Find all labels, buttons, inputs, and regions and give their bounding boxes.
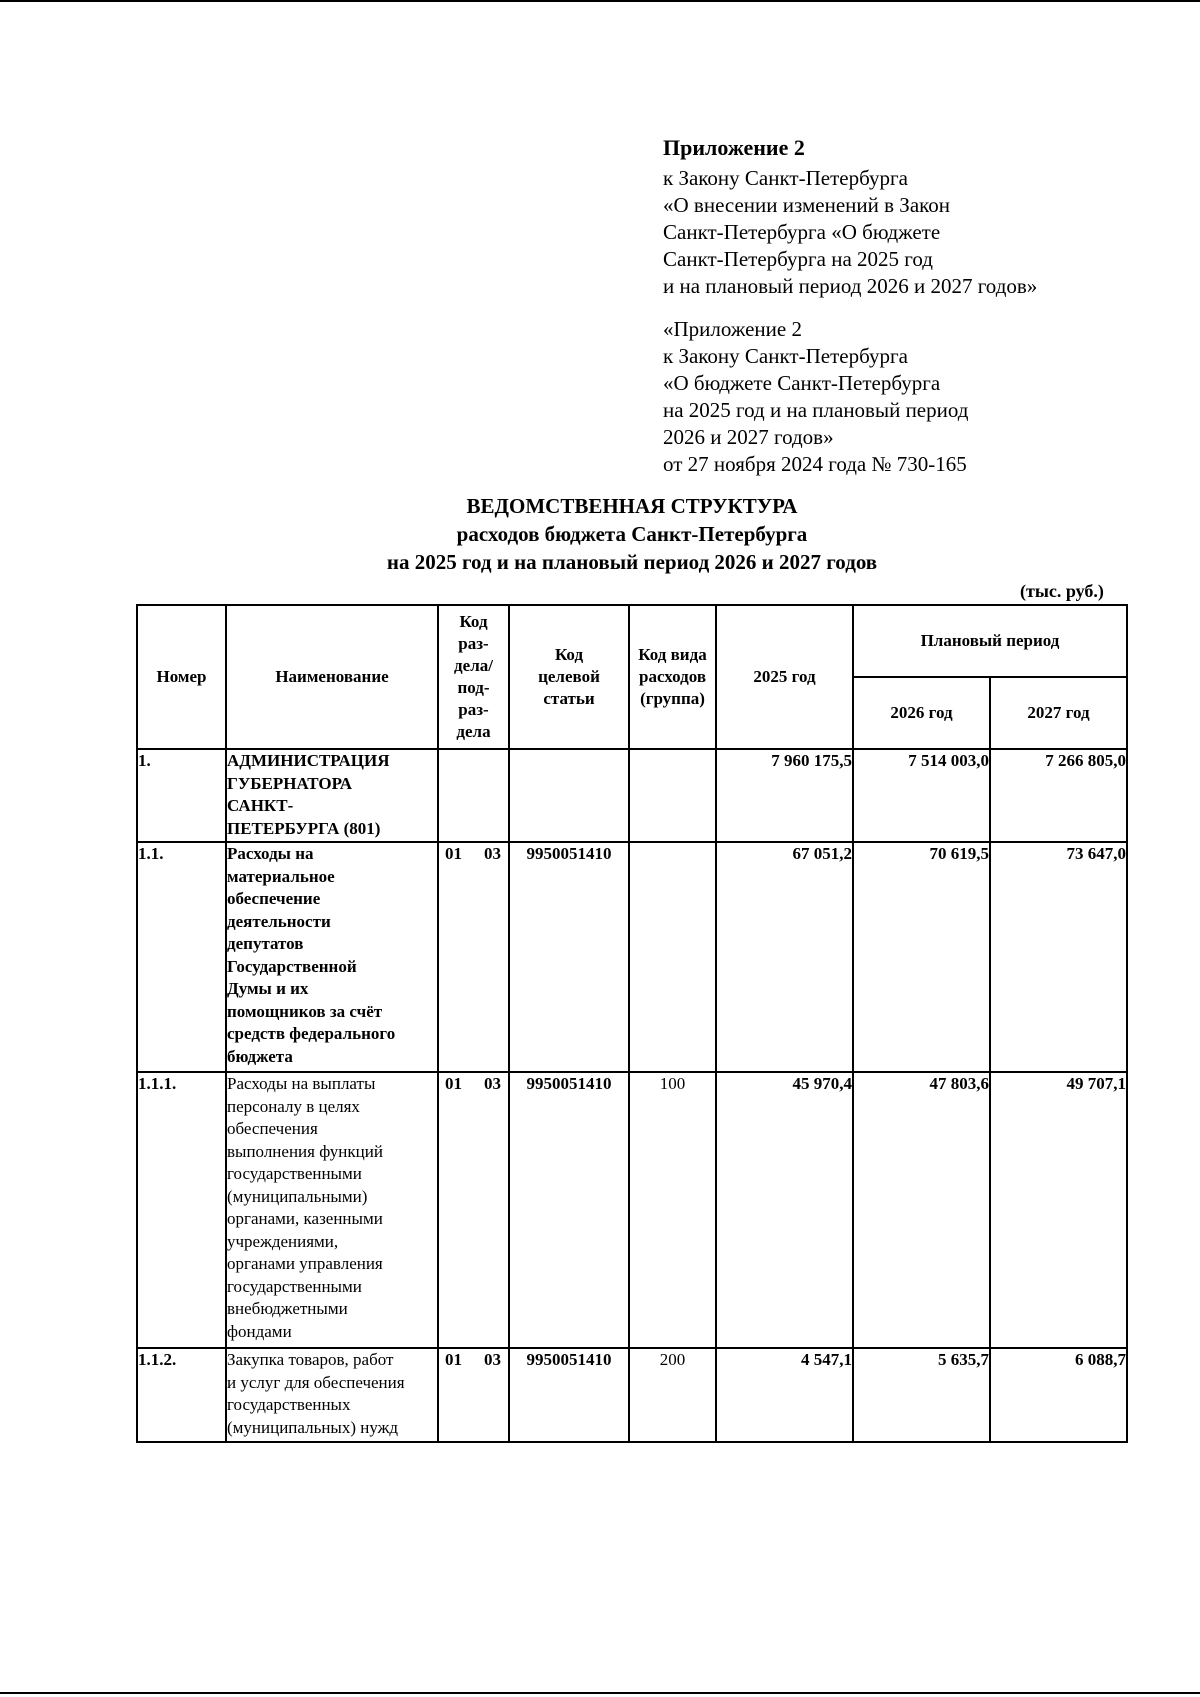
header-line: целевой — [538, 667, 600, 686]
header-line: Код вида — [638, 645, 707, 664]
appendix-line: Санкт-Петербурга на 2025 год — [663, 247, 933, 271]
row-target-code: 9950051410 — [509, 1348, 629, 1442]
name-line: выполнения функций — [227, 1141, 383, 1161]
row-target-code: 9950051410 — [509, 842, 629, 1072]
title-line-3: на 2025 год и на плановый период 2026 и 2027 годов — [386, 550, 878, 574]
row-expense-group: 100 — [629, 1072, 716, 1348]
appendix-line: «Приложение 2 — [663, 317, 802, 341]
row-name — [226, 842, 438, 1072]
name-line: Расходы на выплаты — [227, 1074, 376, 1093]
appendix-line: к Закону Санкт-Петербурга — [663, 166, 908, 190]
row-value-2025: 7 960 175,5 — [716, 749, 853, 842]
name-line: ГУБЕРНАТОРА — [227, 773, 353, 793]
section-code: 01 — [445, 1074, 462, 1093]
name-line: внебюджетными — [227, 1299, 348, 1318]
header-target-code — [509, 605, 629, 749]
row-value-2027: 7 266 805,0 — [990, 749, 1127, 842]
header-section-code — [438, 605, 509, 749]
header-planned-period: Плановый период — [853, 605, 1127, 677]
name-line: материальное — [227, 866, 335, 886]
row-number: 1. — [137, 749, 226, 842]
name-line: средств федерального — [227, 1024, 396, 1043]
name-line: органами, казенными — [227, 1209, 383, 1228]
row-value-2026: 5 635,7 — [853, 1348, 990, 1442]
name-line: бюджета — [227, 1046, 293, 1066]
name-line: Государственной — [227, 956, 357, 976]
row-section-code — [438, 1348, 509, 1442]
row-section-code — [438, 749, 509, 842]
name-line: персоналу в целях — [227, 1096, 360, 1116]
table-row — [137, 1348, 1127, 1442]
row-name — [226, 1348, 438, 1442]
header-name: Наименование — [226, 605, 438, 749]
name-line: АДМИНИСТРАЦИЯ — [227, 751, 390, 770]
subsection-code: 03 — [484, 1074, 501, 1093]
name-line: (муниципальными) — [227, 1186, 368, 1206]
name-line: государственных — [227, 1395, 351, 1414]
row-value-2025: 67 051,2 — [716, 842, 853, 1072]
appendix-line: «О внесении изменений в Закон — [663, 193, 951, 217]
header-line: дела — [456, 722, 491, 741]
appendix-line: и на плановый период 2026 и 2027 годов» — [663, 274, 1038, 298]
row-expense-group: 200 — [629, 1348, 716, 1442]
header-line: дела/ — [454, 656, 493, 675]
header-2025: 2025 год — [716, 605, 853, 749]
subsection-code: 03 — [484, 844, 501, 863]
name-line: государственными — [227, 1164, 362, 1183]
row-value-2027: 6 088,7 — [990, 1348, 1127, 1442]
row-value-2026: 47 803,6 — [853, 1072, 990, 1348]
header-number: Номер — [137, 605, 226, 749]
row-number: 1.1.2. — [137, 1348, 226, 1442]
units-label: (тыс. руб.) — [1020, 581, 1104, 601]
title-line-2: расходов бюджета Санкт-Петербурга — [456, 522, 808, 546]
section-code: 01 — [445, 844, 462, 863]
header-2026: 2026 год — [853, 677, 990, 749]
appendix-original-note — [663, 316, 1183, 478]
header-line: Код — [554, 645, 584, 664]
header-line: Код — [459, 612, 488, 631]
row-expense-group — [629, 842, 716, 1072]
title-line-1: ВЕДОМСТВЕННАЯ СТРУКТУРА — [466, 494, 798, 518]
table-row — [137, 842, 1127, 1072]
header-line: статьи — [543, 689, 595, 708]
page-bottom-edge — [0, 1692, 1200, 1694]
row-name — [226, 749, 438, 842]
header-line: раз- — [458, 634, 489, 653]
row-value-2025: 45 970,4 — [716, 1072, 853, 1348]
row-number: 1.1. — [137, 842, 226, 1072]
name-line: обеспечение — [227, 889, 321, 908]
name-line: ПЕТЕРБУРГА (801) — [227, 818, 381, 838]
appendix-line: на 2025 год и на плановый период — [663, 398, 969, 422]
name-line: учреждениями, — [227, 1231, 339, 1251]
appendix-line: 2026 и 2027 годов» — [663, 425, 834, 449]
subsection-code: 03 — [484, 1350, 501, 1369]
row-number: 1.1.1. — [137, 1072, 226, 1348]
appendix-line: от 27 ноября 2024 года № 730-165 — [663, 452, 967, 476]
header-expense-type — [629, 605, 716, 749]
name-line: органами управления — [227, 1254, 383, 1273]
header-2027: 2027 год — [990, 677, 1127, 749]
header-line: раз- — [458, 700, 489, 719]
table-row — [137, 1072, 1127, 1348]
document-title — [0, 492, 1200, 576]
row-name — [226, 1072, 438, 1348]
header-line: расходов — [639, 667, 706, 686]
row-target-code: 9950051410 — [509, 1072, 629, 1348]
name-line: (муниципальных) нужд — [227, 1417, 399, 1437]
row-value-2026: 7 514 003,0 — [853, 749, 990, 842]
row-section-code — [438, 842, 509, 1072]
header-line: (группа) — [640, 689, 705, 708]
section-code: 01 — [445, 1350, 462, 1369]
name-line: Расходы на — [227, 844, 314, 863]
name-line: деятельности — [227, 911, 331, 931]
name-line: помощников за счёт — [227, 1001, 383, 1021]
budget-table — [136, 604, 1128, 1443]
row-value-2025: 4 547,1 — [716, 1348, 853, 1442]
row-expense-group — [629, 749, 716, 842]
row-value-2027: 49 707,1 — [990, 1072, 1127, 1348]
appendix-heading: Приложение 2 — [663, 135, 805, 160]
appendix-amendment-note — [663, 134, 1183, 300]
name-line: и услуг для обеспечения — [227, 1372, 405, 1392]
row-target-code — [509, 749, 629, 842]
row-value-2026: 70 619,5 — [853, 842, 990, 1072]
page-top-edge — [0, 0, 1200, 2]
name-line: Думы и их — [227, 979, 309, 998]
name-line: фондами — [227, 1321, 292, 1341]
name-line: государственными — [227, 1276, 362, 1296]
header-line: под- — [457, 678, 490, 697]
appendix-line: «О бюджете Санкт-Петербурга — [663, 371, 941, 395]
table-row — [137, 749, 1127, 842]
name-line: Закупка товаров, работ — [227, 1350, 394, 1369]
name-line: депутатов — [227, 934, 304, 953]
name-line: САНКТ- — [227, 796, 294, 815]
appendix-line: к Закону Санкт-Петербурга — [663, 344, 908, 368]
row-section-code — [438, 1072, 509, 1348]
appendix-line: Санкт-Петербурга «О бюджете — [663, 220, 941, 244]
row-value-2027: 73 647,0 — [990, 842, 1127, 1072]
name-line: обеспечения — [227, 1119, 318, 1138]
